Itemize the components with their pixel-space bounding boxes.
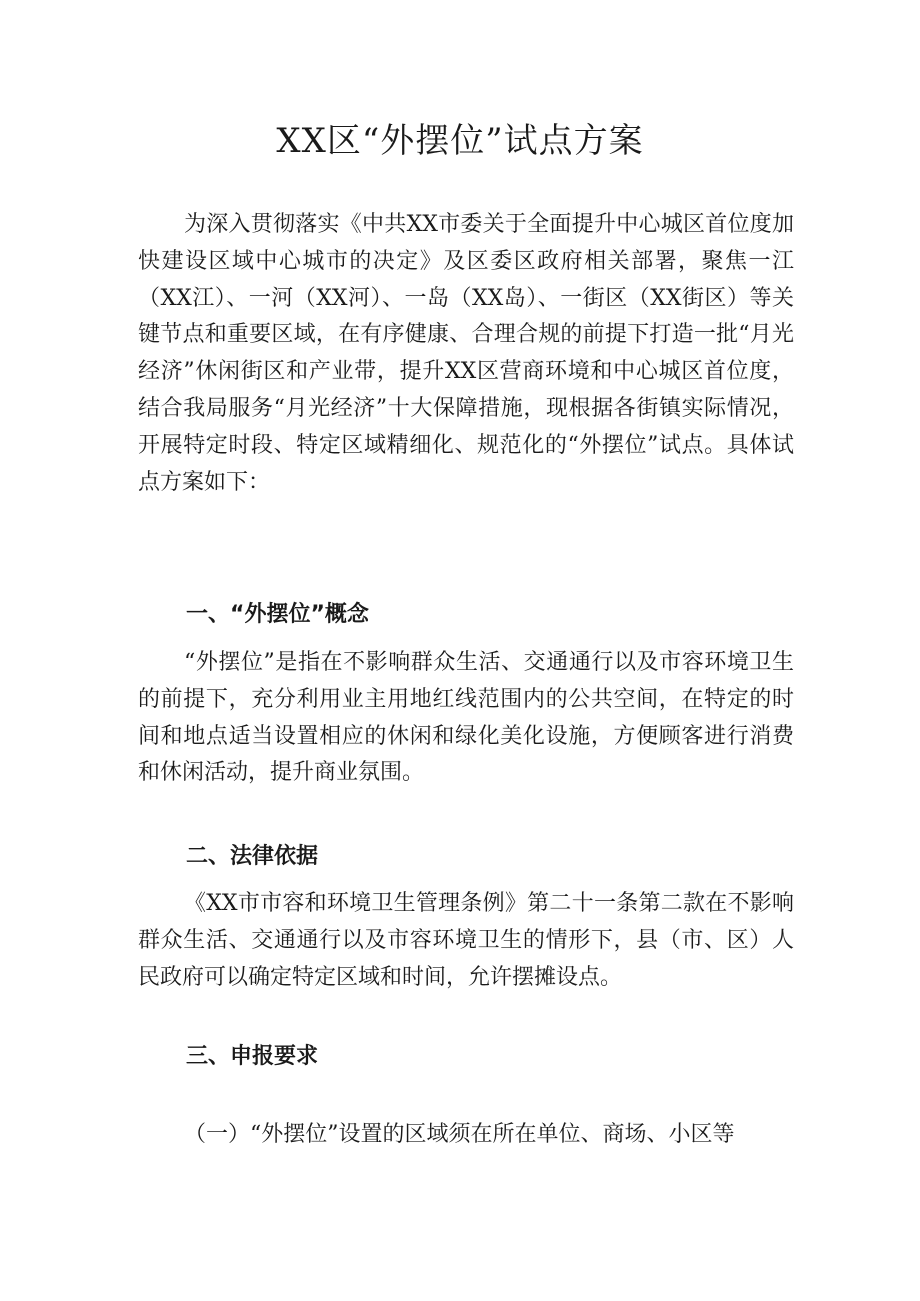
section-body-concept: “外摆位”是指在不影响群众生活、交通通行以及市容环境卫生的前提下，充分利用业主用地红线范围内的公共空间，在特定的时间和地点适当设置相应的休闲和绿化美化设施，方便顾客进行消费和休闲活动，提升商业氛围。	[138, 650, 794, 786]
section-body-requirements: （一）“外摆位”设置的区域须在所在单位、商场、小区等	[184, 1122, 735, 1147]
section-heading-requirements: 三、申报要求	[186, 1044, 319, 1069]
section-heading-legal-basis: 二、法律依据	[186, 844, 319, 869]
intro-paragraph: 为深入贯彻落实《中共XX市委关于全面提升中心城区首位度加快建设区域中心城市的决定》及区委区政府相关部署，聚焦一江（XX江）、一河（XX河）、一岛（XX岛）、一街区（XX街区）等关键节点和重要区域，在有序健康、合理合规的前提下打造一批“月光经济”休闲街区和产业带，提升XX区营商环境和中心城区首位度，结合我局服务“月光经济”十大保障措施，现根据各街镇实际情况，开展特定时段、特定区域精细化、规范化的“外摆位”试点。具体试点方案如下：	[138, 212, 794, 495]
document-title: XX区“外摆位”试点方案	[276, 121, 644, 161]
section-body-legal-basis: 《XX市市容和环境卫生管理条例》第二十一条第二款在不影响群众生活、交通通行以及市容环境卫生的情形下，县（市、区）人民政府可以确定特定区域和时间，允许摆摊设点。	[138, 891, 794, 990]
section-heading-concept: 一、“外摆位”概念	[186, 602, 369, 627]
